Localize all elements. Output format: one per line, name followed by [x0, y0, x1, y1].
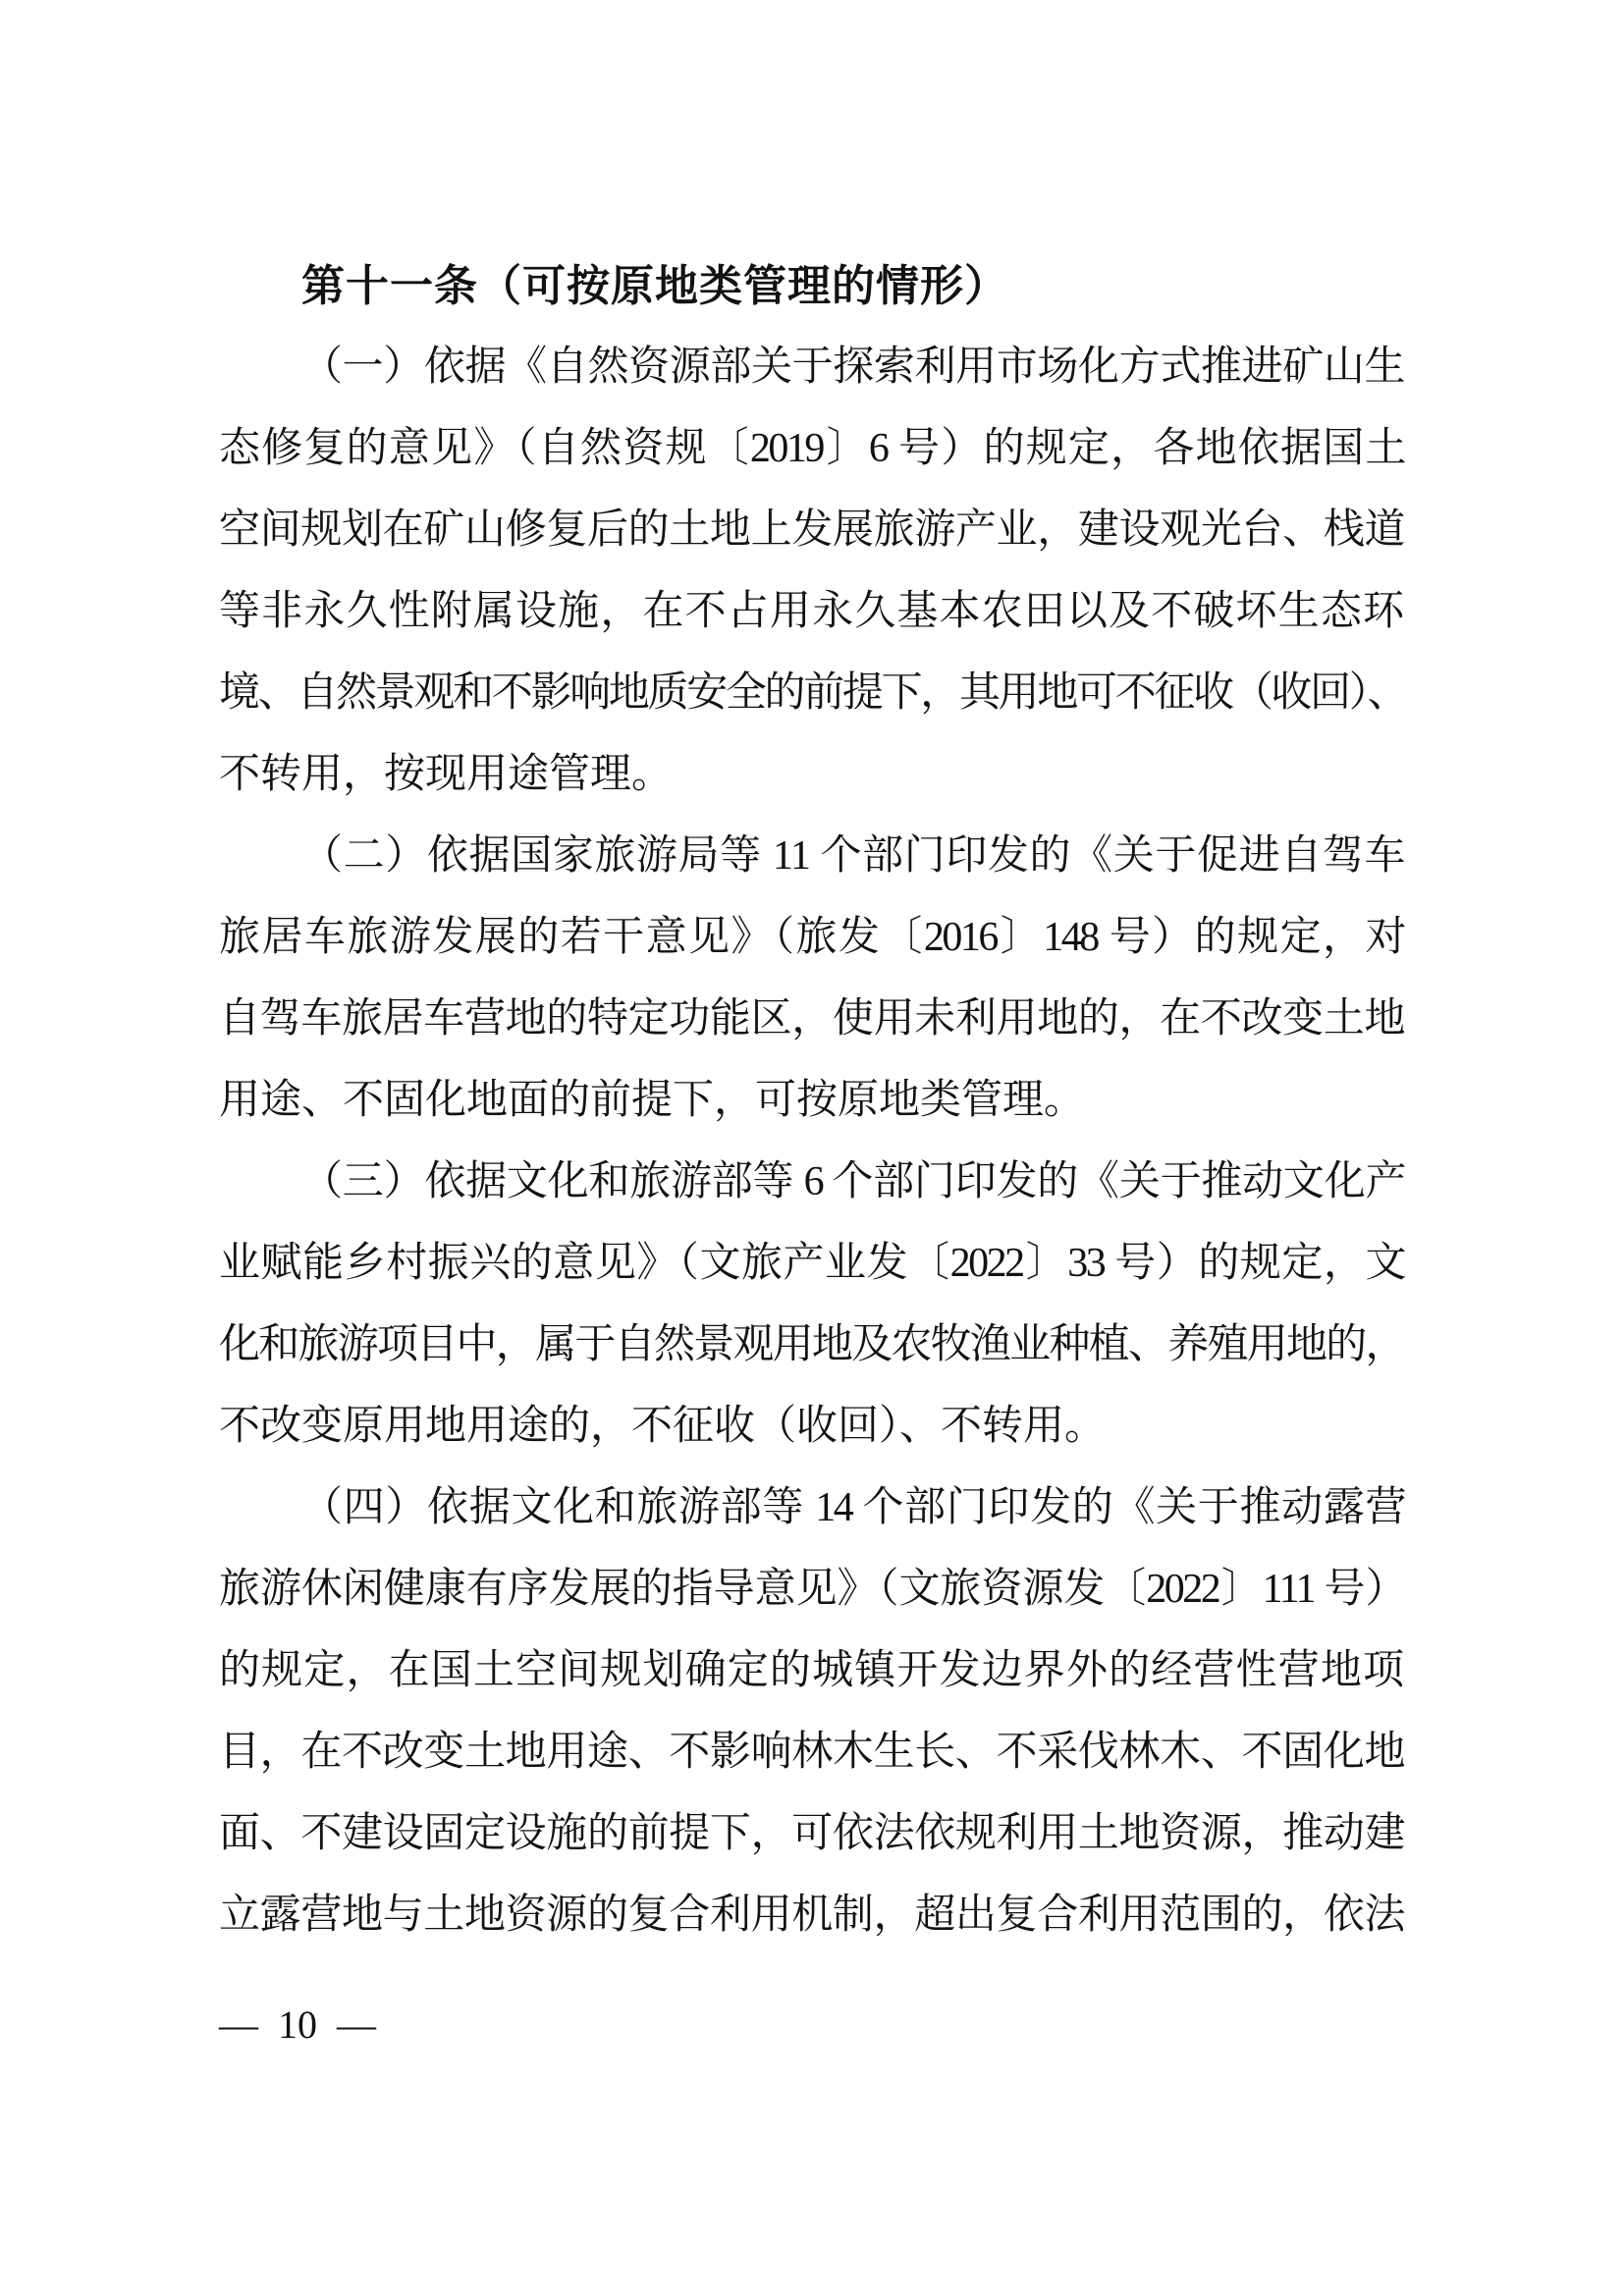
article-heading: 第十一条（可按原地类管理的情形） [301, 262, 1008, 310]
paragraph-1-line: 态修复的意见》（自然资规〔2019〕6 号）的规定，各地依据国土 [219, 426, 1404, 471]
paragraph-4-line: 立露营地与土地资源的复合利用机制，超出复合利用范围的，依法 [219, 1893, 1404, 1938]
page-number: — 10 — [219, 2002, 376, 2047]
paragraph-2-line: 自驾车旅居车营地的特定功能区，使用未利用地的，在不改变土地 [219, 996, 1404, 1041]
paragraph-2-line: 旅居车旅游发展的若干意见》（旅发〔2016〕148 号）的规定，对 [219, 915, 1404, 960]
paragraph-1-line: （一）依据《自然资源部关于探索利用市场化方式推进矿山生 [301, 345, 1404, 390]
paragraph-4-line: 的规定，在国土空间规划确定的城镇开发边界外的经营性营地项 [219, 1648, 1404, 1693]
paragraph-4-line: （四）依据文化和旅游部等 14 个部门印发的《关于推动露营 [301, 1485, 1404, 1530]
paragraph-1-line: 等非永久性附属设施，在不占用永久基本农田以及不破坏生态环 [219, 589, 1404, 634]
document-body [219, 245, 1404, 1956]
paragraph-1-line: 空间规划在矿山修复后的土地上发展旅游产业，建设观光台、栈道 [219, 507, 1404, 553]
paragraph-4-line: 面、不建设固定设施的前提下，可依法依规利用土地资源，推动建 [219, 1811, 1404, 1856]
paragraph-4-line: 目，在不改变土地用途、不影响林木生长、不采伐林木、不固化地 [219, 1730, 1404, 1775]
paragraph-2-line: 用途、不固化地面的前提下，可按原地类管理。 [219, 1078, 1086, 1123]
paragraph-3-line: 业赋能乡村振兴的意见》（文旅产业发〔2022〕33 号）的规定，文 [219, 1241, 1404, 1286]
paragraph-4-line: 旅游休闲健康有序发展的指导意见》（文旅资源发〔2022〕111 号） [219, 1567, 1404, 1612]
paragraph-1-line: 不转用，按现用途管理。 [219, 752, 674, 797]
paragraph-3-line: 不改变原用地用途的，不征收（收回）、不转用。 [219, 1404, 1107, 1449]
paragraph-3-line: 化和旅游项目中，属于自然景观用地及农牧渔业种植、养殖用地的， [219, 1322, 1404, 1367]
paragraph-2-line: （二）依据国家旅游局等 11 个部门印发的《关于促进自驾车 [301, 833, 1404, 879]
paragraph-3-line: （三）依据文化和旅游部等 6 个部门印发的《关于推动文化产 [301, 1159, 1404, 1204]
paragraph-1-line: 境、自然景观和不影响地质安全的前提下，其用地可不征收（收回）、 [219, 670, 1404, 716]
